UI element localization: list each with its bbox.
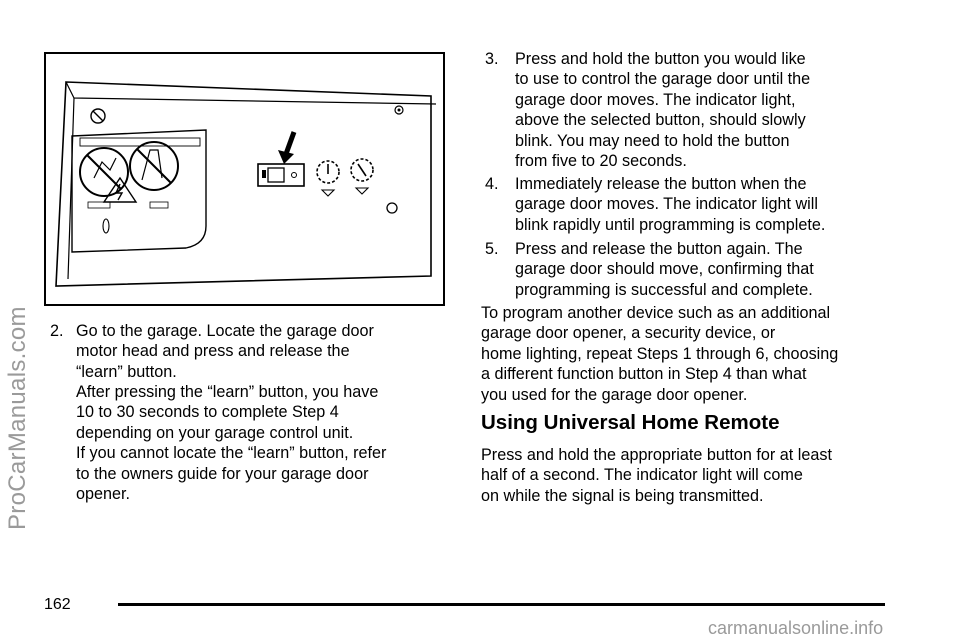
text-line: a different function button in Step 4 than what (481, 365, 807, 384)
program-another-paragraph (481, 303, 838, 405)
no-child-warning-icon (130, 142, 178, 190)
text-line: Press and hold the button you would like (515, 50, 806, 68)
text-line: If you cannot locate the “learn” button, refer (76, 444, 387, 463)
section-heading: Using Universal Home Remote (481, 411, 780, 434)
learn-button-icon (258, 164, 304, 186)
learn-button-arrow-icon (278, 132, 294, 164)
text-line: to use to control the garage door until the (515, 70, 811, 89)
dial-icon (351, 159, 373, 194)
text-line: you used for the garage door opener. (481, 385, 748, 404)
after-learn-paragraph (76, 382, 386, 504)
text-line: on while the signal is being transmitted. (481, 486, 764, 505)
text-line: Immediately release the button when the (515, 175, 807, 193)
step-number: 5. (485, 240, 499, 258)
text-line: programming is successful and complete. (515, 280, 813, 299)
text-line: garage door moves. The indicator light, (515, 90, 796, 109)
step-text (515, 239, 814, 300)
text-line: To program another device such as an additional (481, 304, 831, 322)
using-remote-paragraph (481, 445, 832, 506)
text-line: blink rapidly until programming is complete. (515, 215, 826, 234)
text-line: 10 to 30 seconds to complete Step 4 (76, 403, 339, 422)
text-line: motor head and press and release the (76, 342, 350, 361)
no-hand-warning-icon (80, 148, 128, 196)
garage-opener-drawing (46, 54, 443, 304)
text-line: blink. You may need to hold the button (515, 131, 790, 150)
text-line: garage door moves. The indicator light will (515, 195, 818, 214)
footer-rule (118, 603, 885, 606)
text-line: After pressing the “learn” button, you have (76, 383, 379, 401)
indicator-hole (387, 203, 397, 213)
step-text (515, 174, 825, 235)
page-number: 162 (44, 596, 71, 613)
text-line: from five to 20 seconds. (515, 152, 687, 171)
text-line: Press and hold the appropriate button for at least (481, 446, 832, 464)
text-line: “learn” button. (76, 362, 177, 381)
screw-icon (91, 109, 105, 123)
step-text (76, 321, 374, 382)
text-line: to the owners guide for your garage door (76, 464, 369, 483)
step-text (515, 49, 810, 171)
text-line: garage door opener, a security device, or (481, 324, 776, 343)
text-line: home lighting, repeat Steps 1 through 6, choosing (481, 344, 839, 363)
text-line: depending on your garage control unit. (76, 423, 354, 442)
text-line: garage door should move, confirming that (515, 260, 814, 279)
step-number: 3. (485, 50, 499, 68)
text-line: Press and release the button again. The (515, 240, 803, 258)
text-line: half of a second. The indicator light will come (481, 466, 803, 485)
step-number: 4. (485, 175, 499, 193)
screw-icon (395, 106, 403, 114)
text-line: above the selected button, should slowly (515, 111, 806, 130)
step-number: 2. (50, 322, 64, 340)
text-line: Go to the garage. Locate the garage door (76, 322, 374, 340)
dial-icon (317, 161, 339, 196)
text-line: opener. (76, 485, 131, 504)
watermark-bottom: carmanualsonline.info (708, 618, 884, 638)
watermark-vertical: ProCarManuals.com (4, 306, 31, 530)
garage-door-opener-illustration (44, 52, 445, 306)
